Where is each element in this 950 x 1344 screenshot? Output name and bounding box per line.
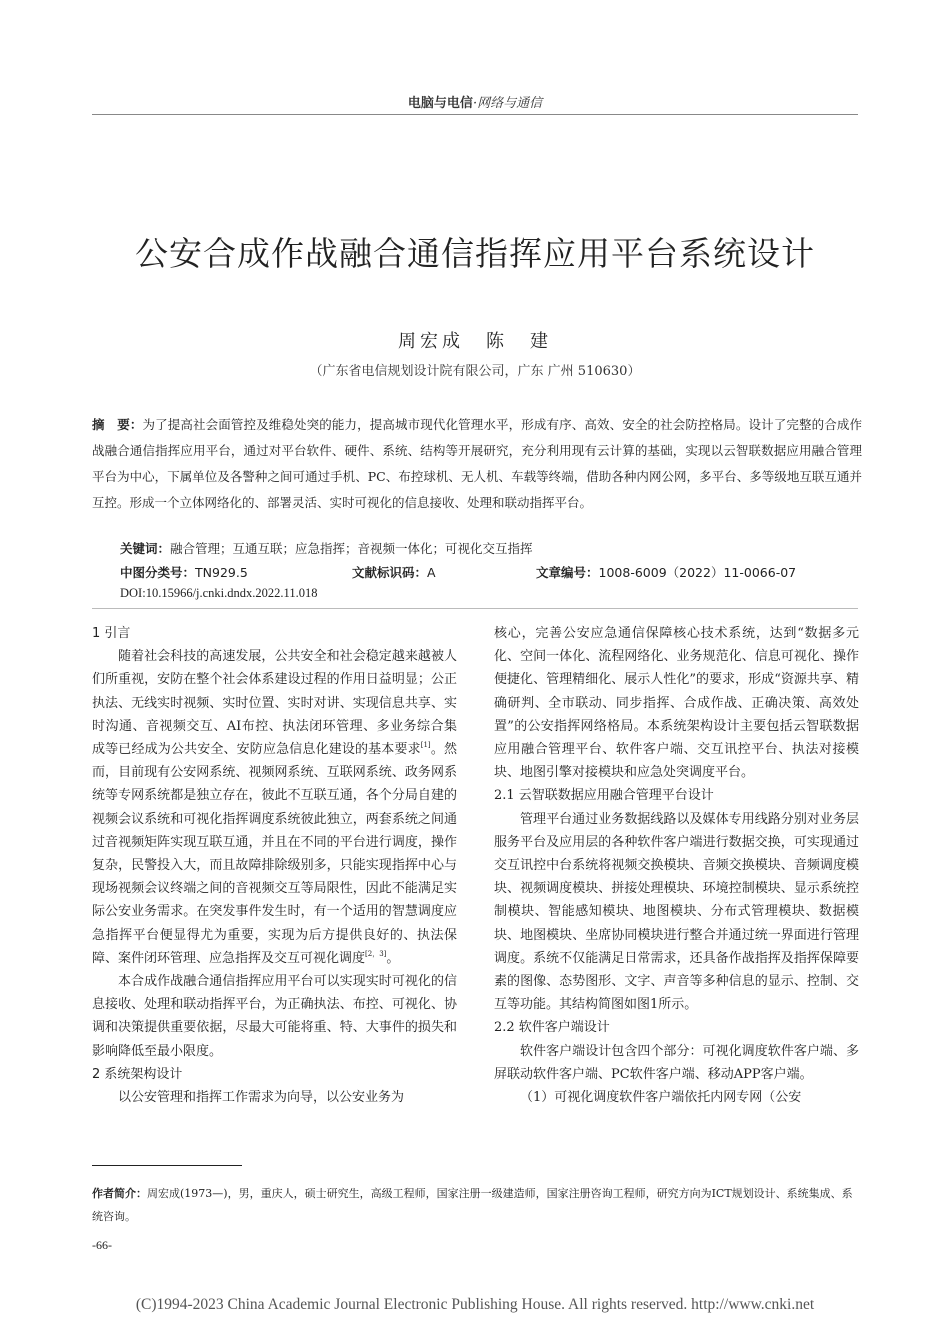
paragraph: 以公安管理和指挥工作需求为向导，以公安业务为	[118, 1090, 405, 1106]
keywords	[120, 539, 860, 557]
clc-field	[120, 563, 248, 581]
citation: [1]	[420, 741, 431, 750]
keywords-label: 关键词：	[120, 541, 171, 556]
affiliation: （广东省电信规划设计院有限公司，广东 广州 510630）	[309, 364, 641, 379]
paragraph: 软件客户端设计包含四个部分：可视化调度软件客户端、多屏联动软件客户端、PC软件客户端、移动APP客户端。	[494, 1043, 859, 1082]
abstract-label: 摘 要：	[92, 417, 143, 432]
meta-rule	[92, 608, 858, 609]
doc-code-field	[352, 563, 436, 581]
footnote-text: 周宏成(1973—)，男，重庆人，硕士研究生，高级工程师，国家注册一级建造师，国家注册咨询工程师，研究方向为ICT规划设计、系统集成、系统咨询。	[92, 1187, 853, 1223]
section-name: ·网络与通信	[472, 96, 543, 111]
journal-name: 电脑与电信	[407, 96, 473, 111]
page-number: -66-	[92, 1238, 112, 1252]
article-number-field	[536, 563, 796, 581]
paragraph-text: 随着社会科技的高速发展，公共安全和社会稳定越来越被人们所重视，安防在整个社会体系建设过程的作用日益明显；公正执法、无线实时视频、实时位置、实时对讲、实现信息共享、实时沟通、音视频交互、AI布控、执法闭环管理、多业务综合集成等已经成为公共安全、安防应急信息化建设的基本要求	[92, 649, 457, 758]
section-1-heading: 1 引言	[92, 626, 131, 641]
clc-value: TN929.5	[195, 565, 248, 580]
paragraph: 核心，完善公安应急通信保障核心技术系统，达到“数据多元化、空间一体化、流程网络化、业务规范化、信息可视化、操作便捷化、管理精细化、展示人性化”的要求，形成“资源共享、精确研判、全市联动、同步指挥、合成作战、正确决策、高效处置”的公安指挥网络格局。本系统架构设计主要包括云智联数据应用融合管理平台、软件客户端、交互讯控平台、执法对接模块、地图引擎对接模块和应急处突调度平台。	[494, 626, 859, 781]
authors: 周宏成 陈 建	[398, 331, 552, 352]
paragraph-text: 。	[386, 950, 400, 966]
header-rule	[92, 114, 858, 115]
paragraph	[92, 645, 457, 970]
footnote-rule	[92, 1165, 242, 1166]
abstract-text: 为了提高社会面管控及维稳处突的能力，提高城市现代化管理水平，形成有序、高效、安全的社会防控格局。设计了完整的合成作战融合通信指挥应用平台，通过对平台软件、硬件、系统、结构等开展研究，充分利用现有云计算的基础，实现以云智联数据应用融合管理平台为中心，下属单位及各警种之间可通过手机、PC、布控球机、无人机、车载等终端，借助各种内网公网，多平台、多等级地互联互通并互控。形成一个立体网络化的、部署灵活、实时可视化的信息接收、处理和联动指挥平台。	[92, 417, 862, 510]
paragraph-text: 。然而，目前现有公安网系统、视频网系统、互联网系统、政务网系统等专网系统都是独立存在，彼此不互联互通，各个分局自建的视频会议系统和可视化指挥调度系统彼此独立，两套系统之间通过音视频矩阵实现互联互通，并且在不同的平台进行调度，操作复杂，民警投入大，而且故障排除级别多，只能实现指挥中心与现场视频会议终端之间的音视频交互等局限性，因此不能满足实际公安业务需求。在突发事件发生时，有一个适用的智慧调度应急指挥平台便显得尤为重要，实现为后方提供良好的、执法保障、案件闭环管理、应急指挥及交互可视化调度	[92, 742, 457, 966]
paragraph: 本合成作战融合通信指挥应用平台可以实现实时可视化的信息接收、处理和联动指挥平台，为正确执法、布控、可视化、协调和决策提供重要依据，尽最大可能将重、特、大事件的损失和影响降低至最小限度。	[92, 974, 457, 1059]
right-column	[494, 622, 859, 1109]
running-header	[0, 92, 950, 111]
keywords-text: 融合管理；互通互联；应急指挥；音视频一体化；可视化交互指挥	[170, 541, 533, 556]
citation: [2，3]	[365, 949, 387, 958]
paragraph: 管理平台通过业务数据线路以及媒体专用线路分别对业务层服务平台及应用层的各种软件客户端进行数据交换，可实现通过交互讯控中台系统将视频交换模块、音频交换模块、音频调度模块、视频调度模块、拼接处理模块、环境控制模块、显示系统控制模块、智能感知模块、地图模块、分布式管理模块、数据模块、地图模块、坐席协同模块进行整合并通过统一界面进行管理调度。系统不仅能满足日常需求，还具备作战指挥及指挥保障要素的图像、态势图形、文字、声音等多种信息的显示、控制、交互等功能。其结构简图如图1所示。	[494, 811, 859, 1013]
doi: DOI:10.15966/j.cnki.dndx.2022.11.018	[120, 586, 318, 600]
footnote-label: 作者简介：	[92, 1187, 147, 1200]
section-2-heading: 2 系统架构设计	[92, 1066, 183, 1082]
abstract	[92, 412, 862, 516]
doc-code-value: A	[427, 565, 436, 580]
left-column	[92, 622, 457, 1109]
article-number-value: 1008-6009（2022）11-0066-07	[598, 565, 797, 580]
article-number-label: 文章编号：	[536, 565, 599, 580]
section-2-1-heading: 2.1 云智联数据应用融合管理平台设计	[494, 788, 714, 804]
clc-label: 中图分类号：	[120, 565, 196, 580]
copyright-notice: (C)1994-2023 China Academic Journal Electronic Publishing House. All rights reserved. http://www.cnki.net	[135, 1296, 815, 1313]
section-2-2-heading: 2.2 软件客户端设计	[494, 1020, 610, 1036]
paper-title: 公安合成作战融合通信指挥应用平台系统设计	[135, 234, 815, 273]
paragraph: （1）可视化调度软件客户端依托内网专网（公安	[520, 1090, 802, 1106]
doc-code-label: 文献标识码：	[352, 565, 428, 580]
author-footnote	[92, 1182, 862, 1228]
